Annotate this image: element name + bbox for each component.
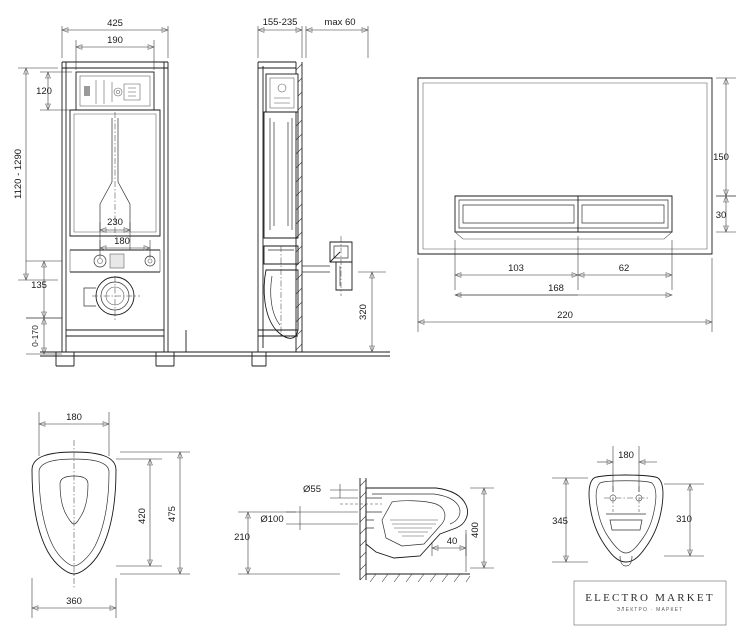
dim-pan-rear-height-left: 345 (552, 516, 568, 527)
dim-button-right: 62 (618, 263, 630, 274)
dim-pan-rear-height-right: 310 (676, 514, 692, 525)
pan-side-section-view (234, 478, 494, 582)
seat-top-view (32, 412, 190, 618)
dim-rim-offset: 40 (446, 536, 458, 547)
dim-outlet-large: Ø100 (260, 514, 284, 525)
dim-button-total: 168 (548, 283, 564, 294)
dim-outlet-spacing: 180 (114, 236, 130, 247)
dim-pan-projection: 400 (470, 522, 481, 538)
brand-subtitle: ЭЛЕКТРО · МАРКЕТ (616, 607, 684, 613)
dim-frame-width-inner: 190 (107, 35, 123, 46)
brand-name: ELECTRO MARKET (585, 592, 715, 604)
frame-side-view (252, 17, 390, 366)
dim-plate-height: 150 (713, 152, 729, 163)
dim-seat-length-total: 475 (167, 506, 178, 522)
dim-max-note: max 60 (324, 17, 356, 28)
frame-front-view (13, 18, 390, 366)
dim-pipe-spread: 230 (107, 217, 123, 228)
flush-plate-view (418, 78, 736, 332)
dim-button-height: 30 (715, 210, 727, 221)
brand-logo (574, 581, 726, 625)
dim-frame-depth-range: 155-235 (262, 17, 298, 28)
dim-fixing-spacing: 180 (618, 450, 634, 461)
dim-seat-width-total: 360 (66, 596, 82, 607)
dim-bracket-height: 320 (358, 304, 369, 320)
dim-seat-width-inner: 180 (66, 412, 82, 423)
dim-seat-length-inner: 420 (137, 508, 148, 524)
dim-outlet-small: Ø55 (303, 484, 321, 495)
pan-rear-view (552, 446, 704, 566)
dim-frame-height-range: 1120 - 1290 (13, 148, 24, 200)
dim-cistern-top-height: 120 (36, 86, 52, 97)
dim-plate-width: 220 (557, 310, 573, 321)
dim-floor-offset: 0-170 (30, 325, 40, 347)
dim-frame-width-total: 425 (107, 18, 123, 29)
dim-button-left: 103 (508, 263, 524, 274)
dim-outlet-height: 210 (234, 532, 250, 543)
dim-lower-height: 135 (31, 280, 47, 291)
